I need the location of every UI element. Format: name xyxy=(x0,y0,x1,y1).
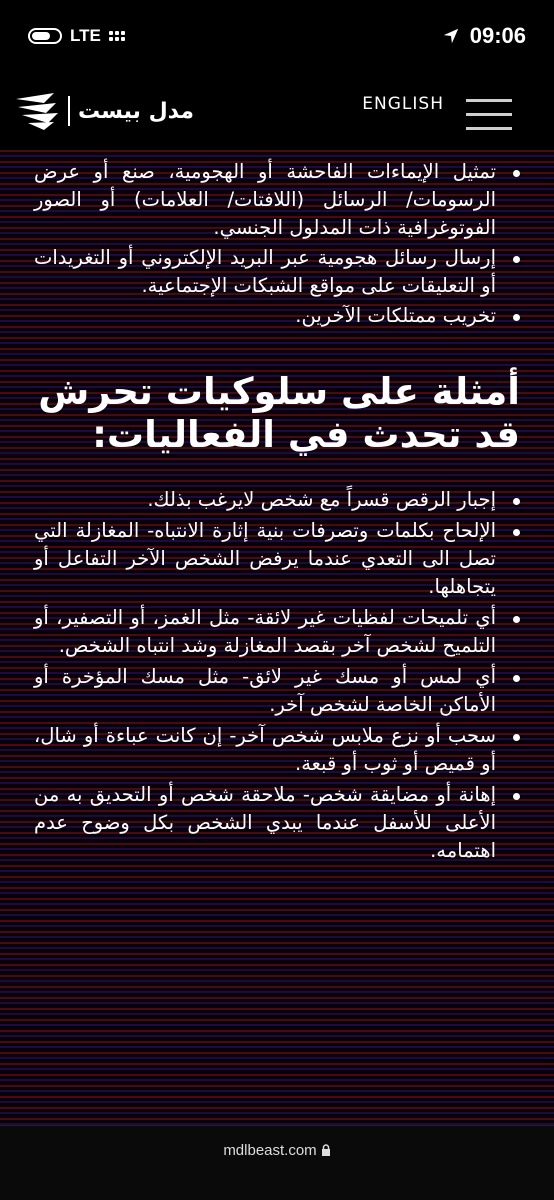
list-item: إرسال رسائل هجومية عبر البريد الإلكتروني أو التغريدات أو التعليقات على مواقع الشبكات الإجتماعية. xyxy=(34,244,496,300)
language-link[interactable]: ENGLISH xyxy=(362,94,444,114)
list-item: أي لمس أو مسك غير لائق- مثل مسك المؤخرة أو الأماكن الخاصة لشخص آخر. xyxy=(34,663,496,719)
harassment-examples-list xyxy=(34,486,520,865)
brand-text: مدل بيست xyxy=(78,98,194,124)
lock-icon xyxy=(321,1144,331,1156)
clock: 09:06 xyxy=(469,23,526,48)
site-header xyxy=(0,72,554,150)
status-right xyxy=(442,23,526,49)
article-content xyxy=(0,150,554,1125)
battery-toggle-icon xyxy=(28,28,62,44)
brand-divider xyxy=(68,96,70,126)
list-item: إجبار الرقص قسراً مع شخص لايرغب بذلك. xyxy=(34,486,496,514)
status-left xyxy=(28,26,125,46)
list-item: إهانة أو مضايقة شخص- ملاحقة شخص أو التحديق به من الأعلى للأسفل عندما يبدي الشخص بكل وضوح عدم اهتمامه. xyxy=(34,781,496,865)
status-bar xyxy=(0,0,554,72)
list-item: أي تلميحات لفظيات غير لائقة- مثل الغمز، أو التصفير، أو التلميح لشخص آخر بقصد المغازلة وشد انتباه الشخص. xyxy=(34,604,496,660)
nav-right xyxy=(362,93,512,130)
section-heading: أمثلة على سلوكيات تحرش قد تحدث في الفعاليات: xyxy=(38,370,520,456)
location-arrow-icon xyxy=(442,27,460,45)
list-item: تخريب ممتلكات الآخرين. xyxy=(34,302,496,330)
browser-address-bar[interactable] xyxy=(0,1125,554,1200)
list-item: تمثيل الإيماءات الفاحشة أو الهجومية، صنع أو عرض الرسومات/ الرسائل (اللافتات/ العلامات) أو الصور الفوتوغرافية ذات المدلول الجنسي. xyxy=(34,158,496,242)
list-item: سحب أو نزع ملابس شخص آخر- إن كانت عباءة أو شال، أو قميص أو ثوب أو قبعة. xyxy=(34,722,496,778)
conduct-list xyxy=(34,158,520,330)
menu-icon[interactable] xyxy=(466,99,512,130)
wing-logo-icon xyxy=(14,91,60,131)
network-label: LTE xyxy=(70,26,101,45)
list-item: الإلحاح بكلمات وتصرفات بنية إثارة الانتباه- المغازلة التي تصل الى التعدي عندما يرفض الشخص الآخر التفاعل أو يتجاهلها. xyxy=(34,517,496,601)
url-text: mdlbeast.com xyxy=(223,1142,317,1159)
brand-logo[interactable] xyxy=(14,91,194,131)
signal-dots-icon xyxy=(109,31,125,41)
